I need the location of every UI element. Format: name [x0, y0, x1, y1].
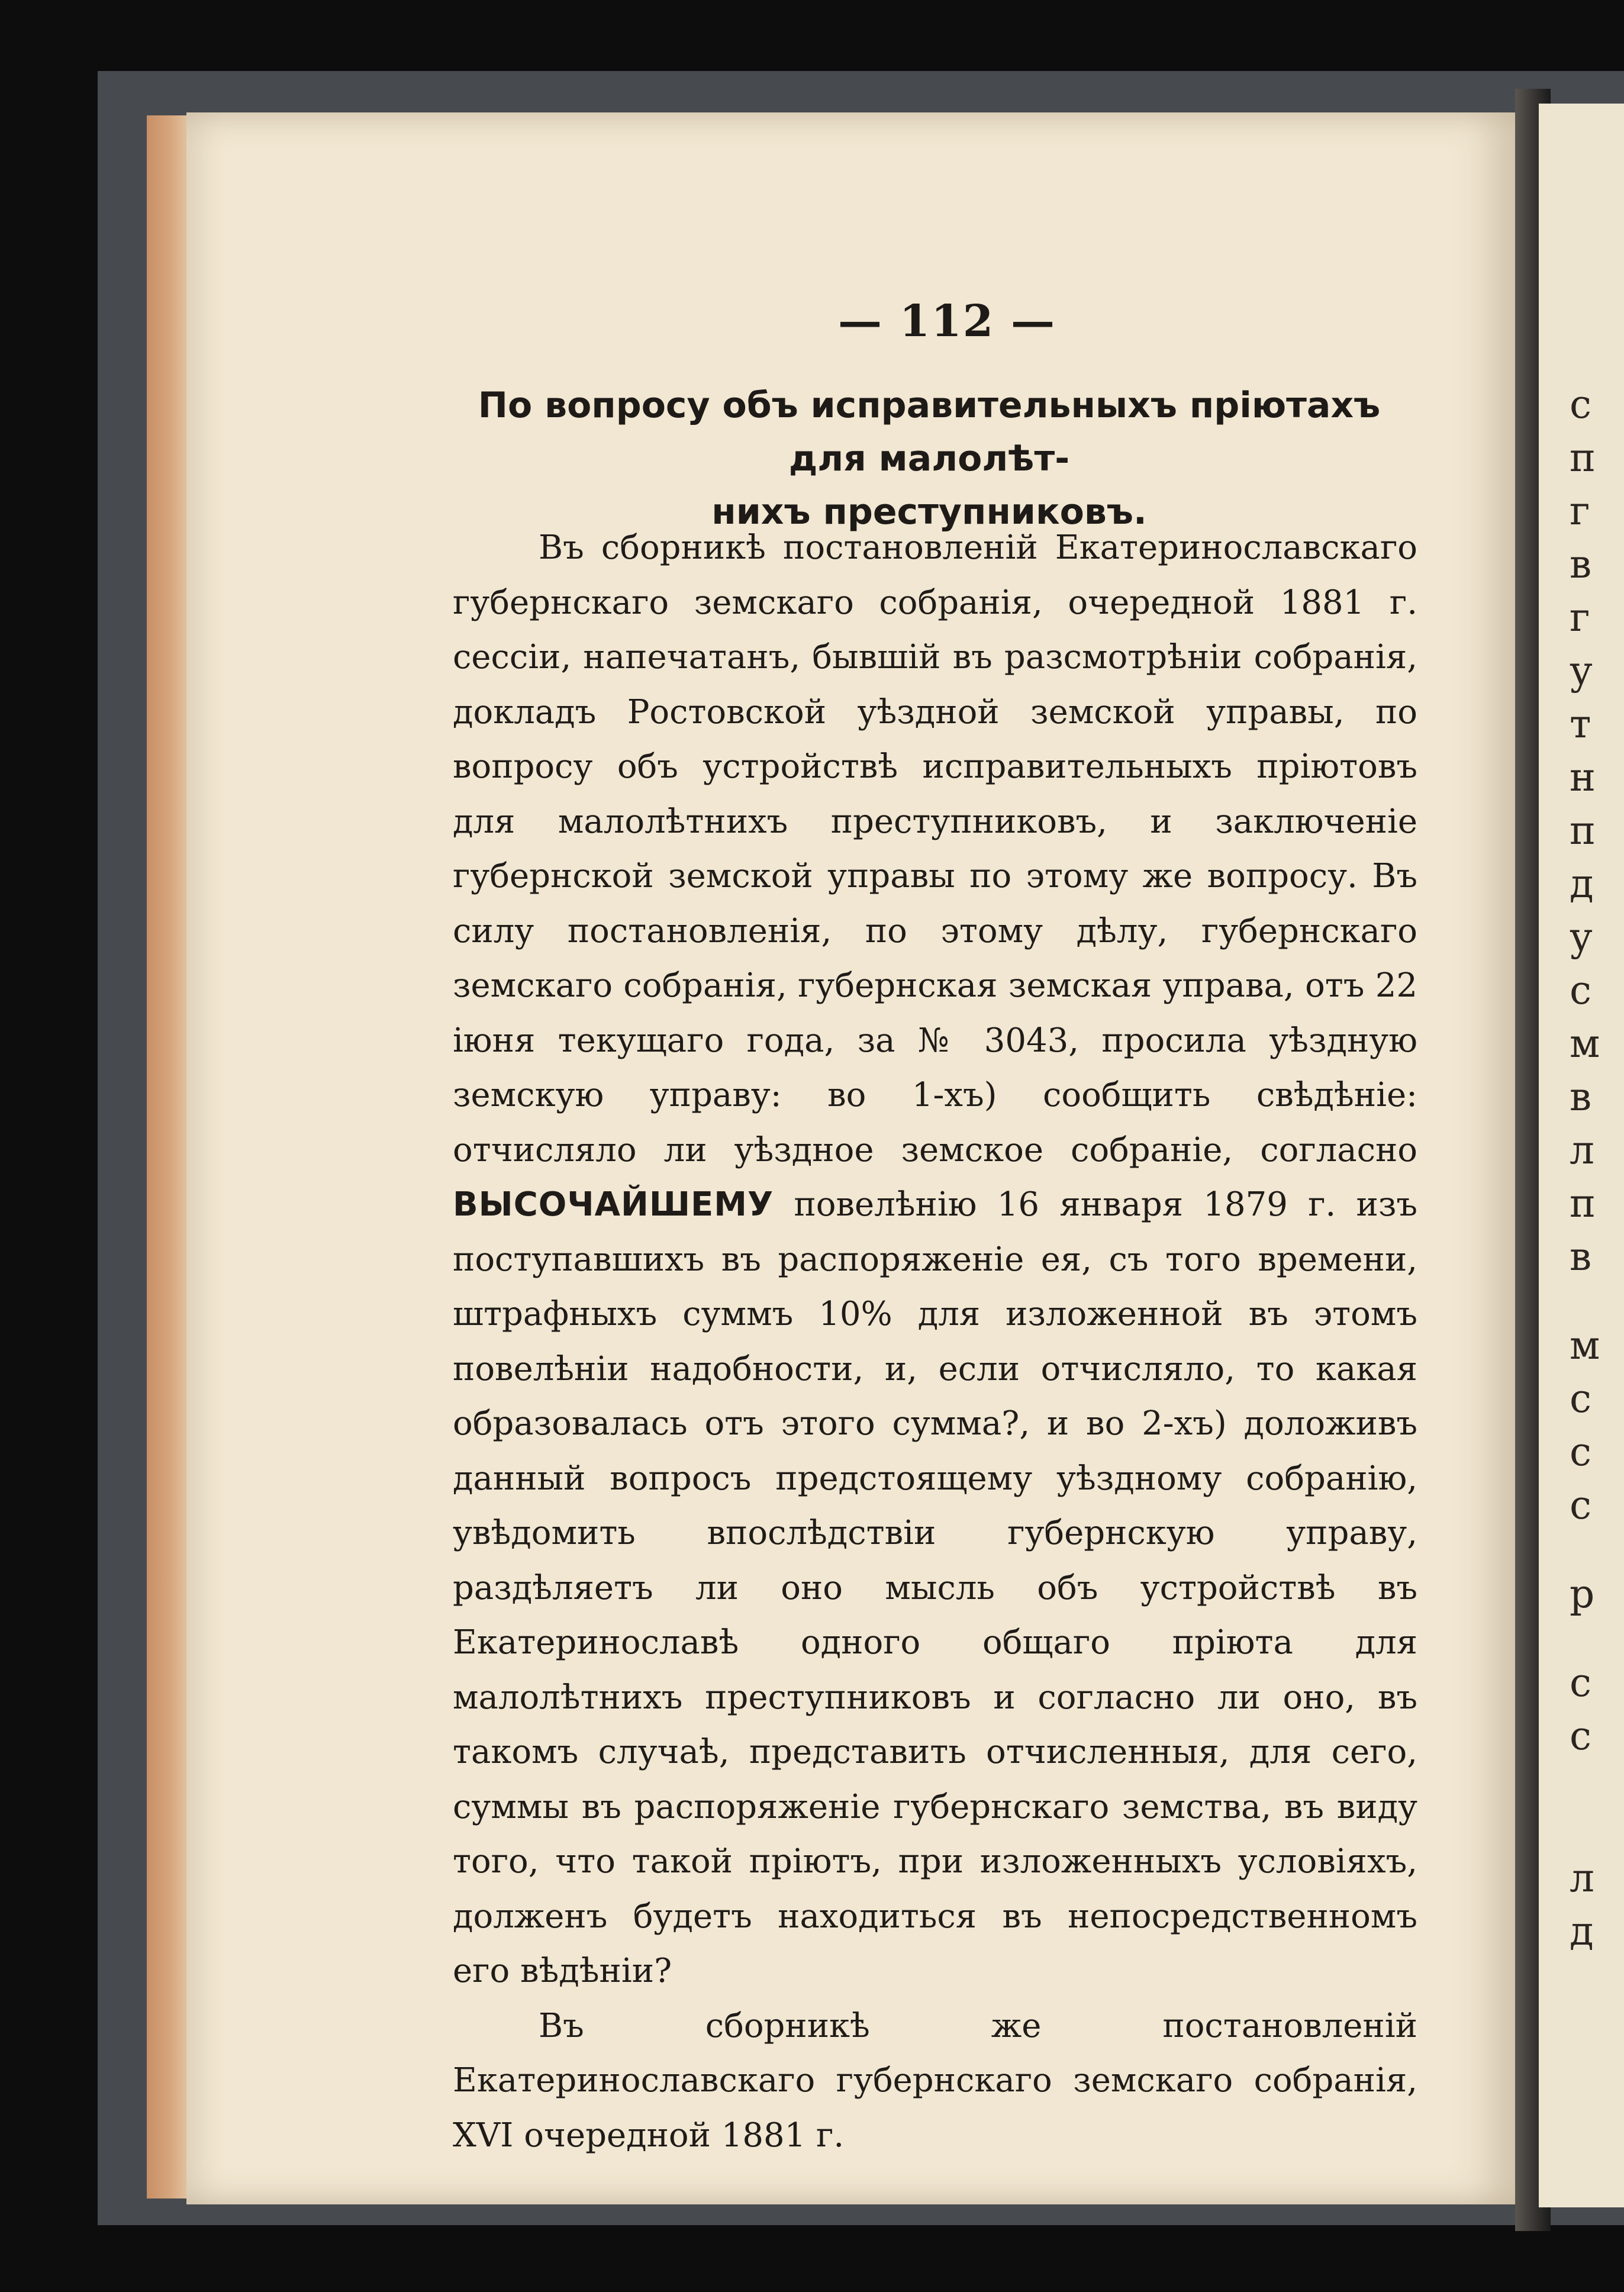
next-page-char: у	[1570, 914, 1593, 960]
emphasized-word: ВЫСОЧАЙШЕМУ	[453, 1185, 774, 1224]
next-page-char: с	[1570, 968, 1591, 1013]
paragraph-text: Въ сборникѣ постановленiй Екатеринославскаго губернскаго земскаго собранiя, очередной 1881 г. сессiи, напечатанъ, бывшiй въ разсмотрѣнiи собранiя, докладъ Ростовской уѣздной земской управы, по вопросу объ устройствѣ исправительныхъ прiютовъ для малолѣтнихъ преступниковъ, и заключенiе губернской земской управы по этому же вопросу. Въ силу постановленiя, по этому дѣлу, губернскаго земскаго собранiя, губернская земская управа, отъ 22 iюня текущаго года, за № 3043, просила уѣздную земскую управу: во 1-хъ) сообщить свѣдѣнiе: отчисляло ли уѣздное земское собранiе, согласно	[453, 528, 1417, 1169]
next-page-char: с	[1570, 1482, 1591, 1528]
next-page-char: л	[1570, 1127, 1594, 1173]
next-page-char: п	[1570, 1181, 1596, 1226]
section-title	[441, 379, 1417, 539]
page-number: — 112 —	[838, 296, 1056, 347]
next-page-char: р	[1570, 1571, 1595, 1617]
next-page-char: п	[1570, 808, 1596, 853]
next-page-char: с	[1570, 1713, 1591, 1759]
section-title-line: По вопросу объ исправительныхъ прiютахъ для малолѣт-	[478, 385, 1381, 479]
next-page-char: в	[1570, 1074, 1592, 1120]
next-page-char: с	[1570, 1660, 1591, 1706]
paragraph-text: повелѣнiю 16 января 1879 г. изъ поступавшихъ въ распоряженiе ея, съ того времени, штрафныхъ суммъ 10% для изложенной въ этомъ повелѣнiи надобности, и, если отчисляло, то какая образовалась отъ этого сумма?, и во 2-хъ) доложивъ данный вопросъ предстоящему уѣздному собранiю, увѣдомить впослѣдствiи губернскую управу, раздѣляетъ ли оно мысль объ устройствѣ въ Екатеринославѣ одного общаго прiюта для малолѣтнихъ преступниковъ и согласно ли оно, въ такомъ случаѣ, представить отчисленныя, для сего, суммы въ распоряженiе губернскаго земства, въ виду того, что такой прiютъ, при изложенныхъ условiяхъ, долженъ будетъ находиться въ непосредственномъ его вѣдѣнiи?	[453, 1185, 1417, 1990]
next-page-char: г	[1570, 595, 1590, 640]
page-edges	[147, 115, 188, 2198]
next-page-fragment	[1539, 104, 1624, 2207]
next-page-char: т	[1570, 701, 1591, 747]
paragraph	[453, 521, 1417, 1999]
next-page-char: с	[1570, 1429, 1591, 1475]
next-page-char: м	[1570, 1021, 1600, 1066]
next-page-char: п	[1570, 435, 1596, 481]
next-page-char: с	[1570, 1376, 1591, 1421]
next-page-char: н	[1570, 755, 1596, 800]
next-page-char: д	[1570, 861, 1594, 907]
next-page-char: в	[1570, 1234, 1592, 1279]
next-page-char: л	[1570, 1855, 1594, 1901]
next-page-char: г	[1570, 488, 1590, 534]
paragraph: Въ сборникѣ же постановленiй Екатеринославскаго губернскаго земскаго собранiя, XVI очередной 1881 г.	[453, 2006, 1417, 2155]
next-page-char: в	[1570, 541, 1592, 587]
next-page-char: у	[1570, 648, 1593, 694]
next-page-char: м	[1570, 1323, 1600, 1368]
next-page-char: с	[1570, 382, 1591, 427]
next-page-char: д	[1570, 1909, 1594, 1954]
page-body	[453, 521, 1417, 2163]
section-title-line: нихъ преступниковъ.	[711, 491, 1147, 533]
